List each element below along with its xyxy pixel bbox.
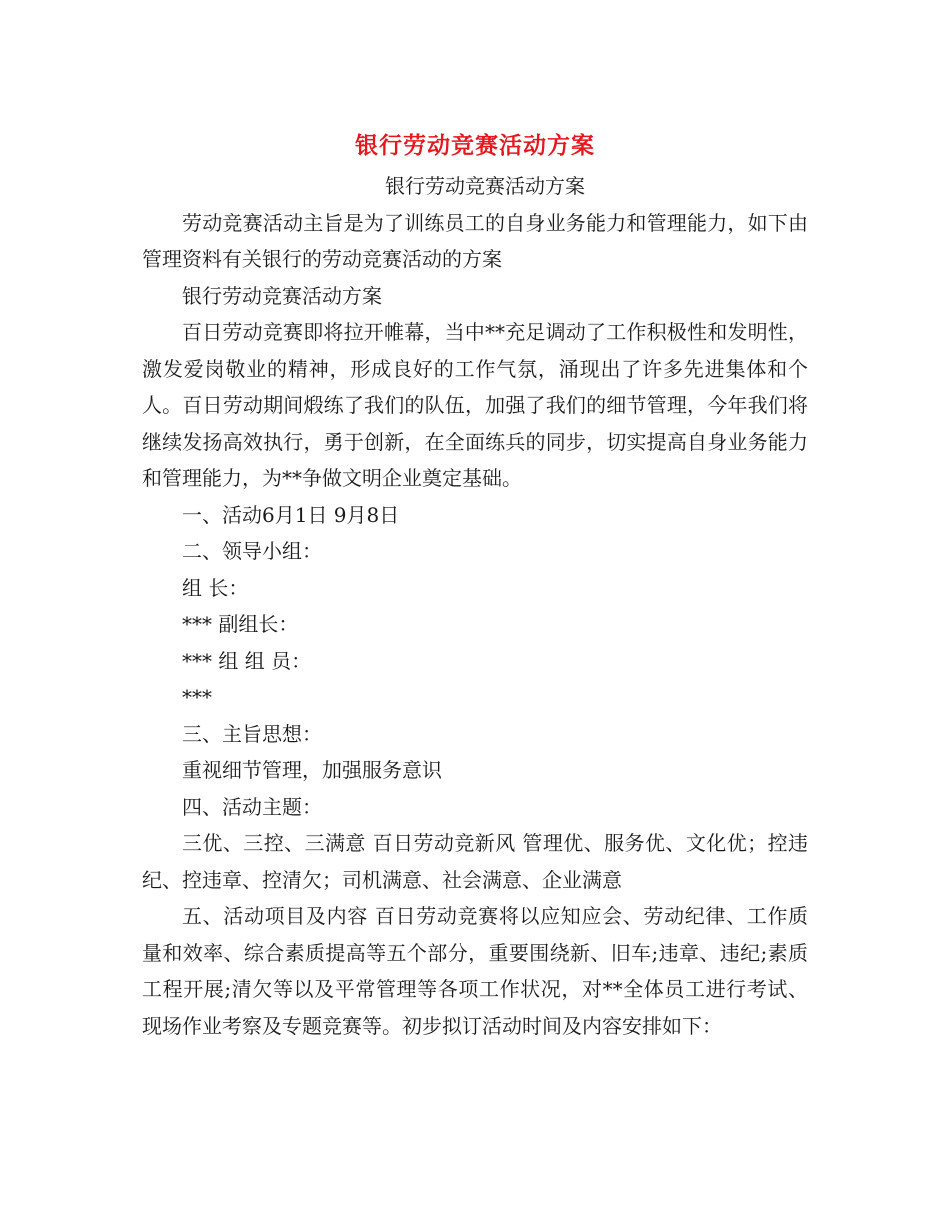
deputy-line: *** 副组长： — [182, 612, 299, 636]
leader-line: 组 长： — [182, 575, 249, 600]
purpose-heading: 三、主旨思想： — [182, 721, 322, 746]
activity-time: 一、活动6月1日 9月8日 — [182, 502, 400, 527]
body-paragraph: 百日劳动竞赛即将拉开帷幕，当中**充足调动了工作积极性和发明性，激发爱岗敬业的精神，形成良好的工作气氛，涌现出了许多先进集体和个人。百日劳动期间煅练了我们的队伍，加强了我们的细节管理，今年我们将继续发扬高效执行，勇于创新，在全面练兵的同步，切实提高自身业务能力和管理能力，为**争做文明企业奠定基础。 — [142, 320, 808, 490]
document-body — [142, 168, 808, 1044]
theme-heading: 四、活动主题： — [182, 794, 322, 819]
intro-paragraph: 劳动竞赛活动主旨是为了训练员工的自身业务能力和管理能力，如下由管理资料有关银行的劳动竞赛活动的方案 — [142, 210, 808, 271]
members-line: *** 组 组 员： — [182, 648, 312, 673]
document-title: 银行劳动竞赛活动方案 — [355, 132, 595, 160]
section-heading: 银行劳动竞赛活动方案 — [182, 283, 382, 308]
document-subtitle: 银行劳动竞赛活动方案 — [385, 174, 585, 198]
theme-paragraph: 三优、三控、三满意 百日劳动竞新风 管理优、服务优、文化优；控违纪、控违章、控清欠；司机满意、社会满意、企业满意 — [142, 831, 808, 892]
items-paragraph: 五、活动项目及内容 百日劳动竞赛将以应知应会、劳动纪律、工作质量和效率、综合素质提高等五个部分，重要围绕新、旧车;违章、违纪;素质工程开展;清欠等以及平常管理等各项工作状况，对**全体员工进行考试、现场作业考察及专题竞赛等。初步拟订活动时间及内容安排如下： — [142, 904, 808, 1038]
purpose-text: 重视细节管理，加强服务意识 — [182, 758, 442, 782]
leadership-heading: 二、领导小组： — [182, 539, 322, 563]
stars-line: *** — [182, 685, 212, 709]
